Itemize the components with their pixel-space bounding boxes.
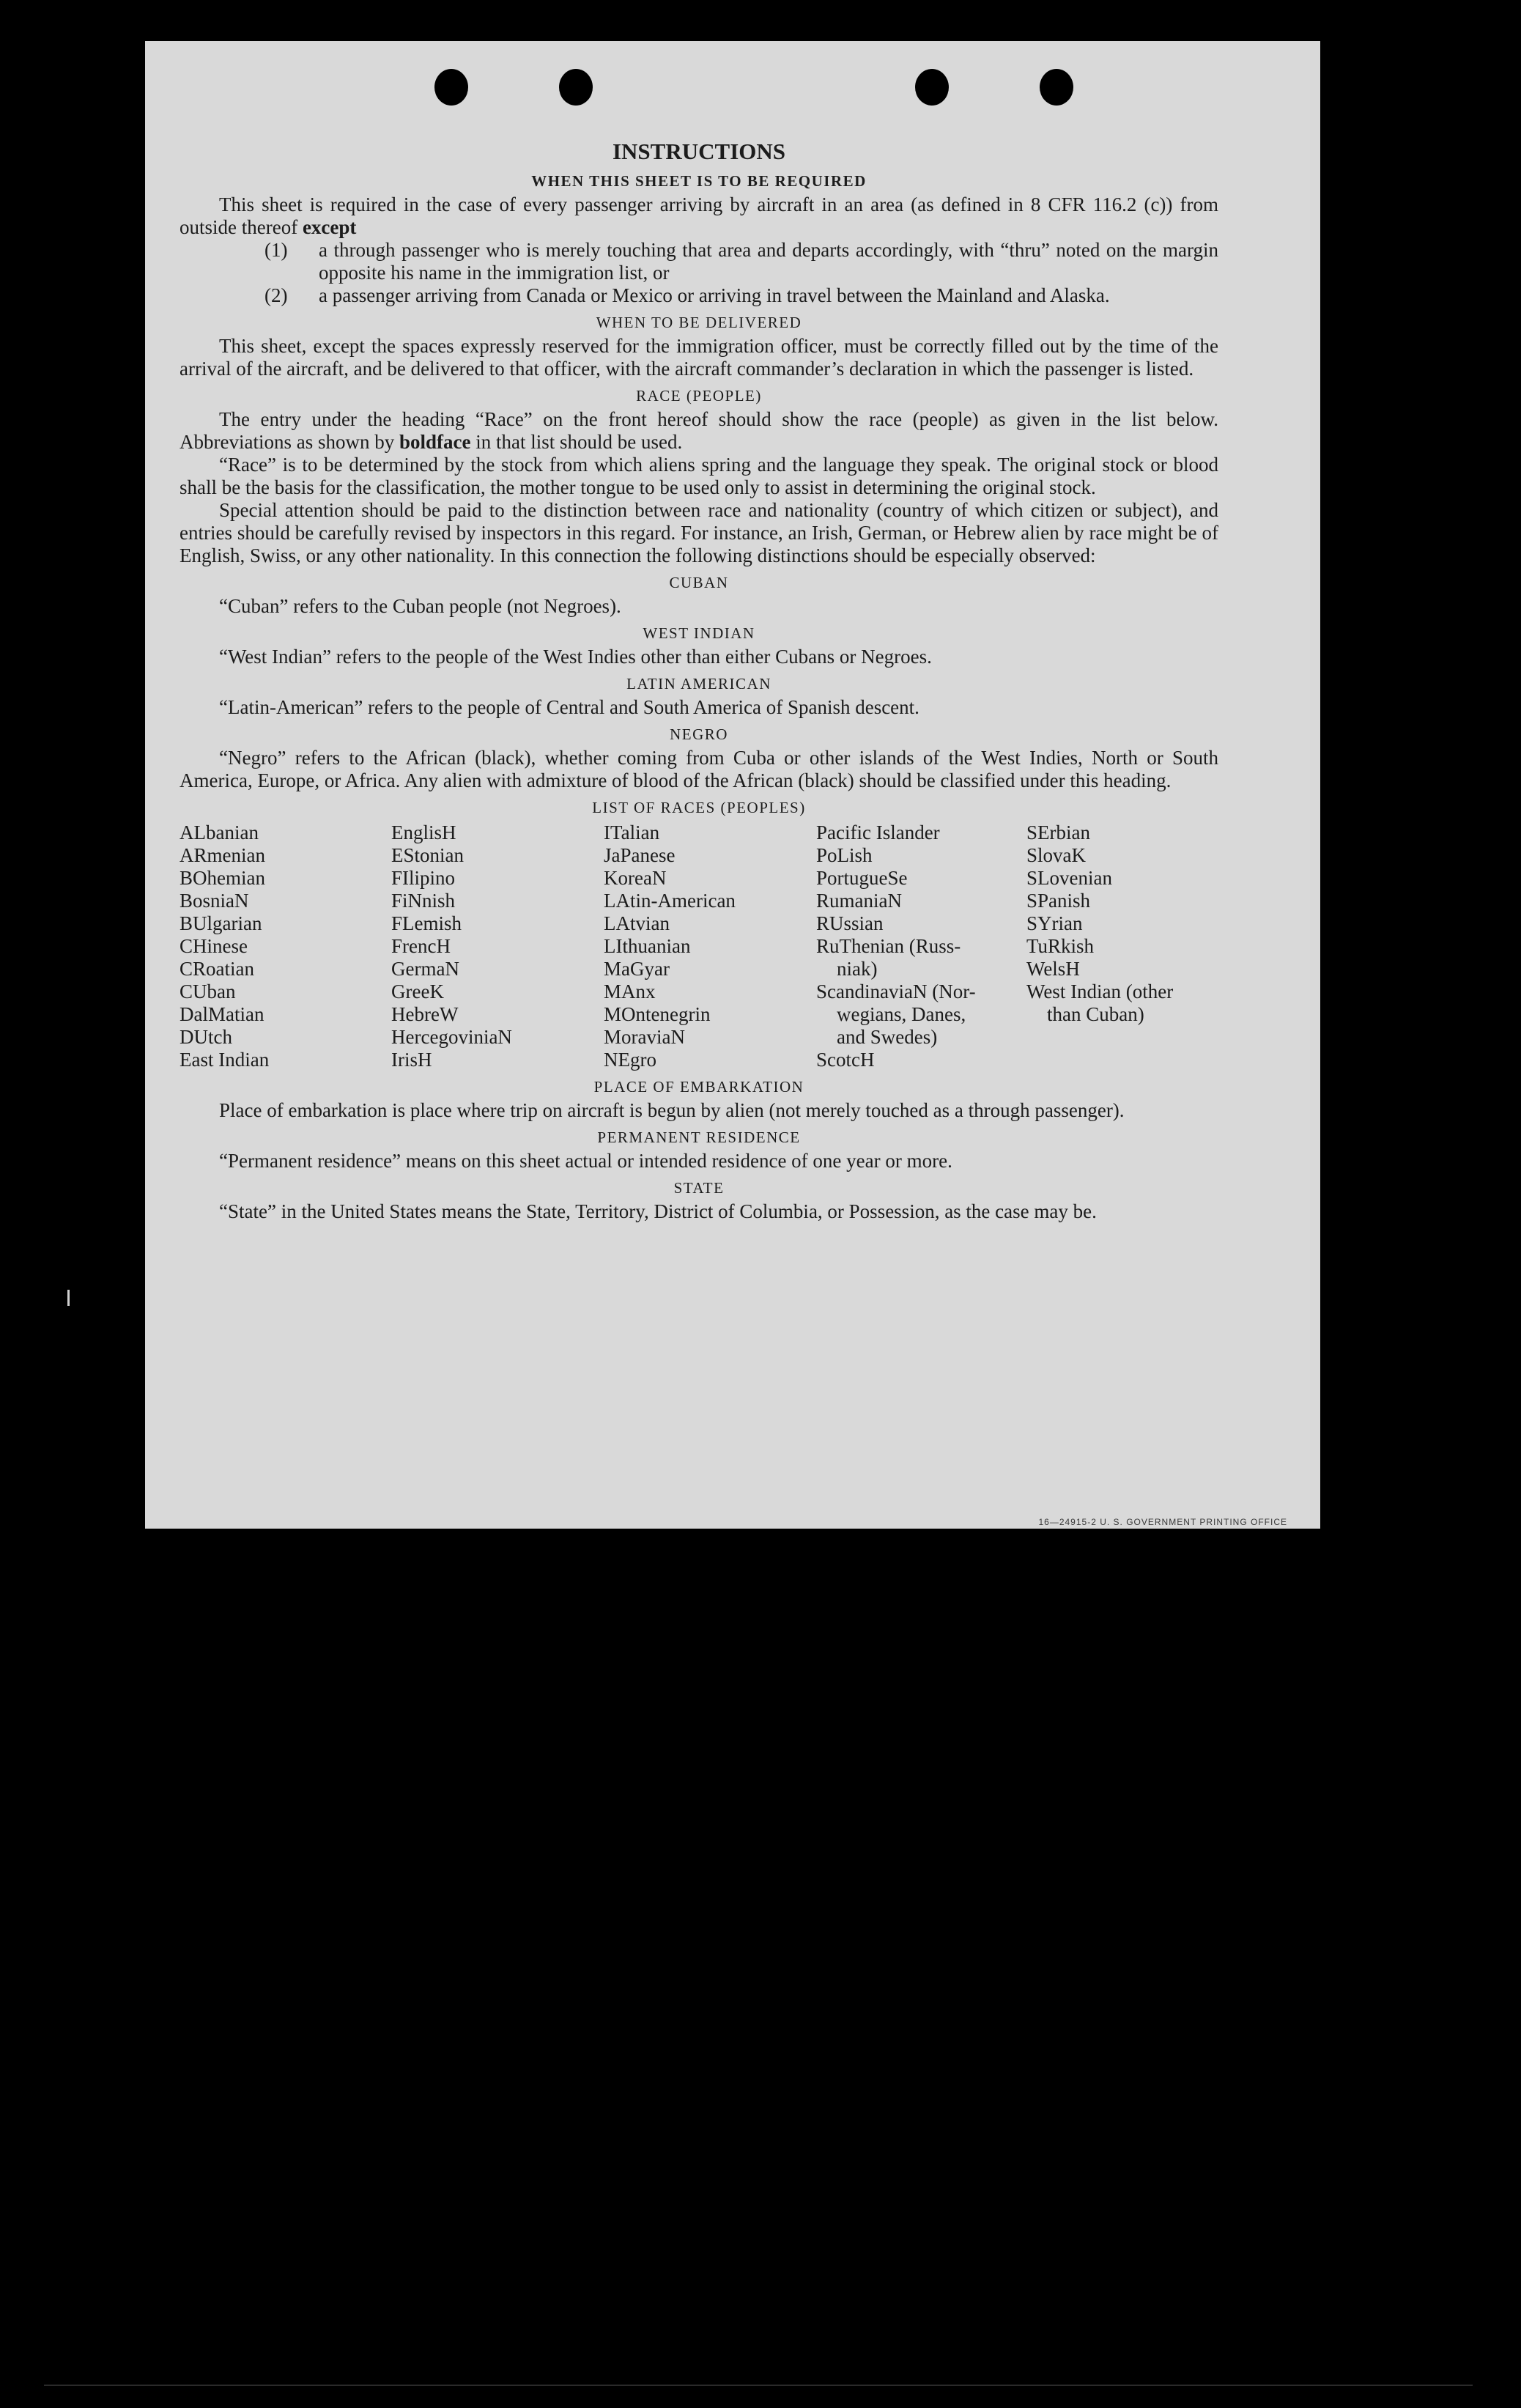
race-entry: CRoatian bbox=[180, 958, 254, 980]
embarkation-text: Place of embarkation is place where trip on aircraft is begun by alien (not merely touched as a through passenger). bbox=[219, 1099, 1125, 1121]
race-entry: SYrian bbox=[1026, 912, 1083, 934]
race-entry: ScotcH bbox=[816, 1049, 875, 1071]
race-entry: FLemish bbox=[391, 912, 462, 934]
printing-office-code: 16—24915-2 U. S. GOVERNMENT PRINTING OFFICE bbox=[1038, 1517, 1287, 1527]
scan-edge-mark bbox=[67, 1290, 70, 1306]
race-entry: WelsH bbox=[1026, 958, 1080, 980]
section-heading-residence: PERMANENT RESIDENCE bbox=[597, 1129, 801, 1146]
section-heading-negro: NEGRO bbox=[670, 725, 728, 743]
negro-text: “Negro” refers to the African (black), whether coming from Cuba or other islands of the West Indies, North or South America, Europe, or Africa. Any alien with admixture of blood of the African (black) should be classified under this heading. bbox=[180, 747, 1218, 791]
punch-hole bbox=[1040, 69, 1073, 106]
race-entry-continued: and Swedes) bbox=[837, 1026, 938, 1048]
race-entry: Pacific Islander bbox=[816, 821, 940, 843]
race-entry: EnglisH bbox=[391, 821, 456, 843]
race-entry: NEgro bbox=[604, 1049, 656, 1071]
section-heading-race: RACE (PEOPLE) bbox=[636, 387, 762, 405]
boldface-bold: boldface bbox=[399, 431, 471, 453]
race-entry: MOntenegrin bbox=[604, 1003, 711, 1025]
section-heading-delivered: WHEN TO BE DELIVERED bbox=[596, 314, 802, 331]
section-heading-races-list: LIST OF RACES (PEOPLES) bbox=[592, 799, 806, 816]
race-entry-continued: wegians, Danes, bbox=[837, 1003, 966, 1025]
race-paragraph-3: Special attention should be paid to the distinction between race and nationality (country of which citizen or subject), and entries should be carefully revised by inspectors in this regard. For instance, an Irish, German, or Hebrew alien by race might be of English, Swiss, or any other nationality. In this connection the following distinctions should be especially observed: bbox=[180, 499, 1218, 566]
residence-text: “Permanent residence” means on this sheet actual or intended residence of one year or more. bbox=[219, 1150, 952, 1172]
except-bold: except bbox=[302, 216, 357, 238]
punch-hole bbox=[434, 69, 468, 106]
section-heading-latin-american: LATIN AMERICAN bbox=[626, 675, 771, 693]
required-item-2: (2) a passenger arriving from Canada or Mexico or arriving in travel between the Mainland and Alaska. bbox=[264, 284, 1110, 306]
race-entry: LAtin-American bbox=[604, 890, 736, 912]
cuban-text: “Cuban” refers to the Cuban people (not Negroes). bbox=[219, 595, 621, 617]
race-entry-continued: than Cuban) bbox=[1047, 1003, 1144, 1025]
race-entry: MoraviaN bbox=[604, 1026, 685, 1048]
races-column-4 bbox=[816, 821, 1026, 1071]
race-entry: KoreaN bbox=[604, 867, 667, 889]
race-entry: ARmenian bbox=[180, 844, 265, 866]
race-entry: HercegoviniaN bbox=[391, 1026, 512, 1048]
race-entry: GreeK bbox=[391, 980, 444, 1002]
race-entry: ALbanian bbox=[180, 821, 259, 843]
race-entry: RumaniaN bbox=[816, 890, 902, 912]
race-entry: LIthuanian bbox=[604, 935, 691, 957]
race-entry: CUban bbox=[180, 980, 236, 1002]
race-entry: SPanish bbox=[1026, 890, 1091, 912]
west-indian-text: “West Indian” refers to the people of the West Indies other than either Cubans or Negroes. bbox=[219, 646, 932, 668]
races-list bbox=[180, 821, 1218, 1071]
race-entry: CHinese bbox=[180, 935, 248, 957]
race-entry: JaPanese bbox=[604, 844, 676, 866]
race-entry: DalMatian bbox=[180, 1003, 264, 1025]
race-entry: HebreW bbox=[391, 1003, 459, 1025]
race-entry: RUssian bbox=[816, 912, 884, 934]
race-entry: BosniaN bbox=[180, 890, 249, 912]
race-entry: DUtch bbox=[180, 1026, 232, 1048]
races-column-2 bbox=[391, 821, 604, 1071]
race-entry: ITalian bbox=[604, 821, 660, 843]
race-entry: TuRkish bbox=[1026, 935, 1095, 957]
race-entry: IrisH bbox=[391, 1049, 432, 1071]
section-heading-west-indian: WEST INDIAN bbox=[643, 624, 755, 642]
races-column-3 bbox=[604, 821, 816, 1071]
race-entry: EStonian bbox=[391, 844, 464, 866]
race-entry: FiNnish bbox=[391, 890, 456, 912]
state-text: “State” in the United States means the State, Territory, District of Columbia, or Possession, as the case may be. bbox=[219, 1200, 1097, 1222]
race-entry: FIlipino bbox=[391, 867, 456, 889]
sheet-content bbox=[180, 138, 1218, 1223]
required-item-1: (1) a through passenger who is merely touching that area and departs accordingly, with “thru” noted on the margin opposite his name in the immigration list, or bbox=[264, 239, 1218, 284]
race-paragraph-1: The entry under the heading “Race” on the front hereof should show the race (people) as given in the list below. Abbreviations as shown by boldface in that list should be used. bbox=[180, 408, 1218, 453]
race-entry: BUlgarian bbox=[180, 912, 262, 934]
race-entry-continued: niak) bbox=[837, 958, 878, 980]
delivered-text: This sheet, except the spaces expressly reserved for the immigration officer, must be correctly filled out by the time of the arrival of the aircraft, and be delivered to that officer, with the aircraft commander’s declaration in which the passenger is listed. bbox=[180, 335, 1218, 380]
scan-bottom-line bbox=[44, 2385, 1473, 2386]
required-intro: This sheet is required in the case of every passenger arriving by aircraft in an area (as defined in 8 CFR 116.2 (c)) from outside thereof except bbox=[180, 193, 1218, 238]
race-paragraph-2: “Race” is to be determined by the stock from which aliens spring and the language they speak. The original stock or blood shall be the basis for the classification, the mother tongue to be used only to assist in determining the original stock. bbox=[180, 454, 1218, 498]
race-entry: RuThenian (Russ- bbox=[816, 935, 961, 957]
race-entry: MAnx bbox=[604, 980, 656, 1002]
section-heading-cuban: CUBAN bbox=[669, 574, 729, 591]
race-entry: GermaN bbox=[391, 958, 459, 980]
race-entry: BOhemian bbox=[180, 867, 265, 889]
race-entry: PoLish bbox=[816, 844, 873, 866]
instruction-sheet bbox=[145, 41, 1320, 1529]
race-entry: West Indian (other bbox=[1026, 980, 1174, 1002]
punch-hole bbox=[559, 69, 593, 106]
race-entry: SLovenian bbox=[1026, 867, 1112, 889]
race-entry: East Indian bbox=[180, 1049, 270, 1071]
race-entry: MaGyar bbox=[604, 958, 670, 980]
latin-american-text: “Latin-American” refers to the people of Central and South America of Spanish descent. bbox=[219, 696, 919, 718]
races-column-5 bbox=[1026, 821, 1217, 1071]
races-column-1 bbox=[180, 821, 391, 1071]
punch-hole bbox=[915, 69, 949, 106]
page-title: INSTRUCTIONS bbox=[612, 139, 785, 164]
race-entry: LAtvian bbox=[604, 912, 670, 934]
race-entry: ScandinaviaN (Nor- bbox=[816, 980, 976, 1002]
section-heading-state: STATE bbox=[673, 1179, 725, 1197]
section-heading-required: WHEN THIS SHEET IS TO BE REQUIRED bbox=[531, 172, 867, 190]
race-entry: PortugueSe bbox=[816, 867, 908, 889]
section-heading-embarkation: PLACE OF EMBARKATION bbox=[593, 1078, 804, 1096]
race-entry: FrencH bbox=[391, 935, 451, 957]
race-entry: SErbian bbox=[1026, 821, 1090, 843]
race-entry: SlovaK bbox=[1026, 844, 1086, 866]
